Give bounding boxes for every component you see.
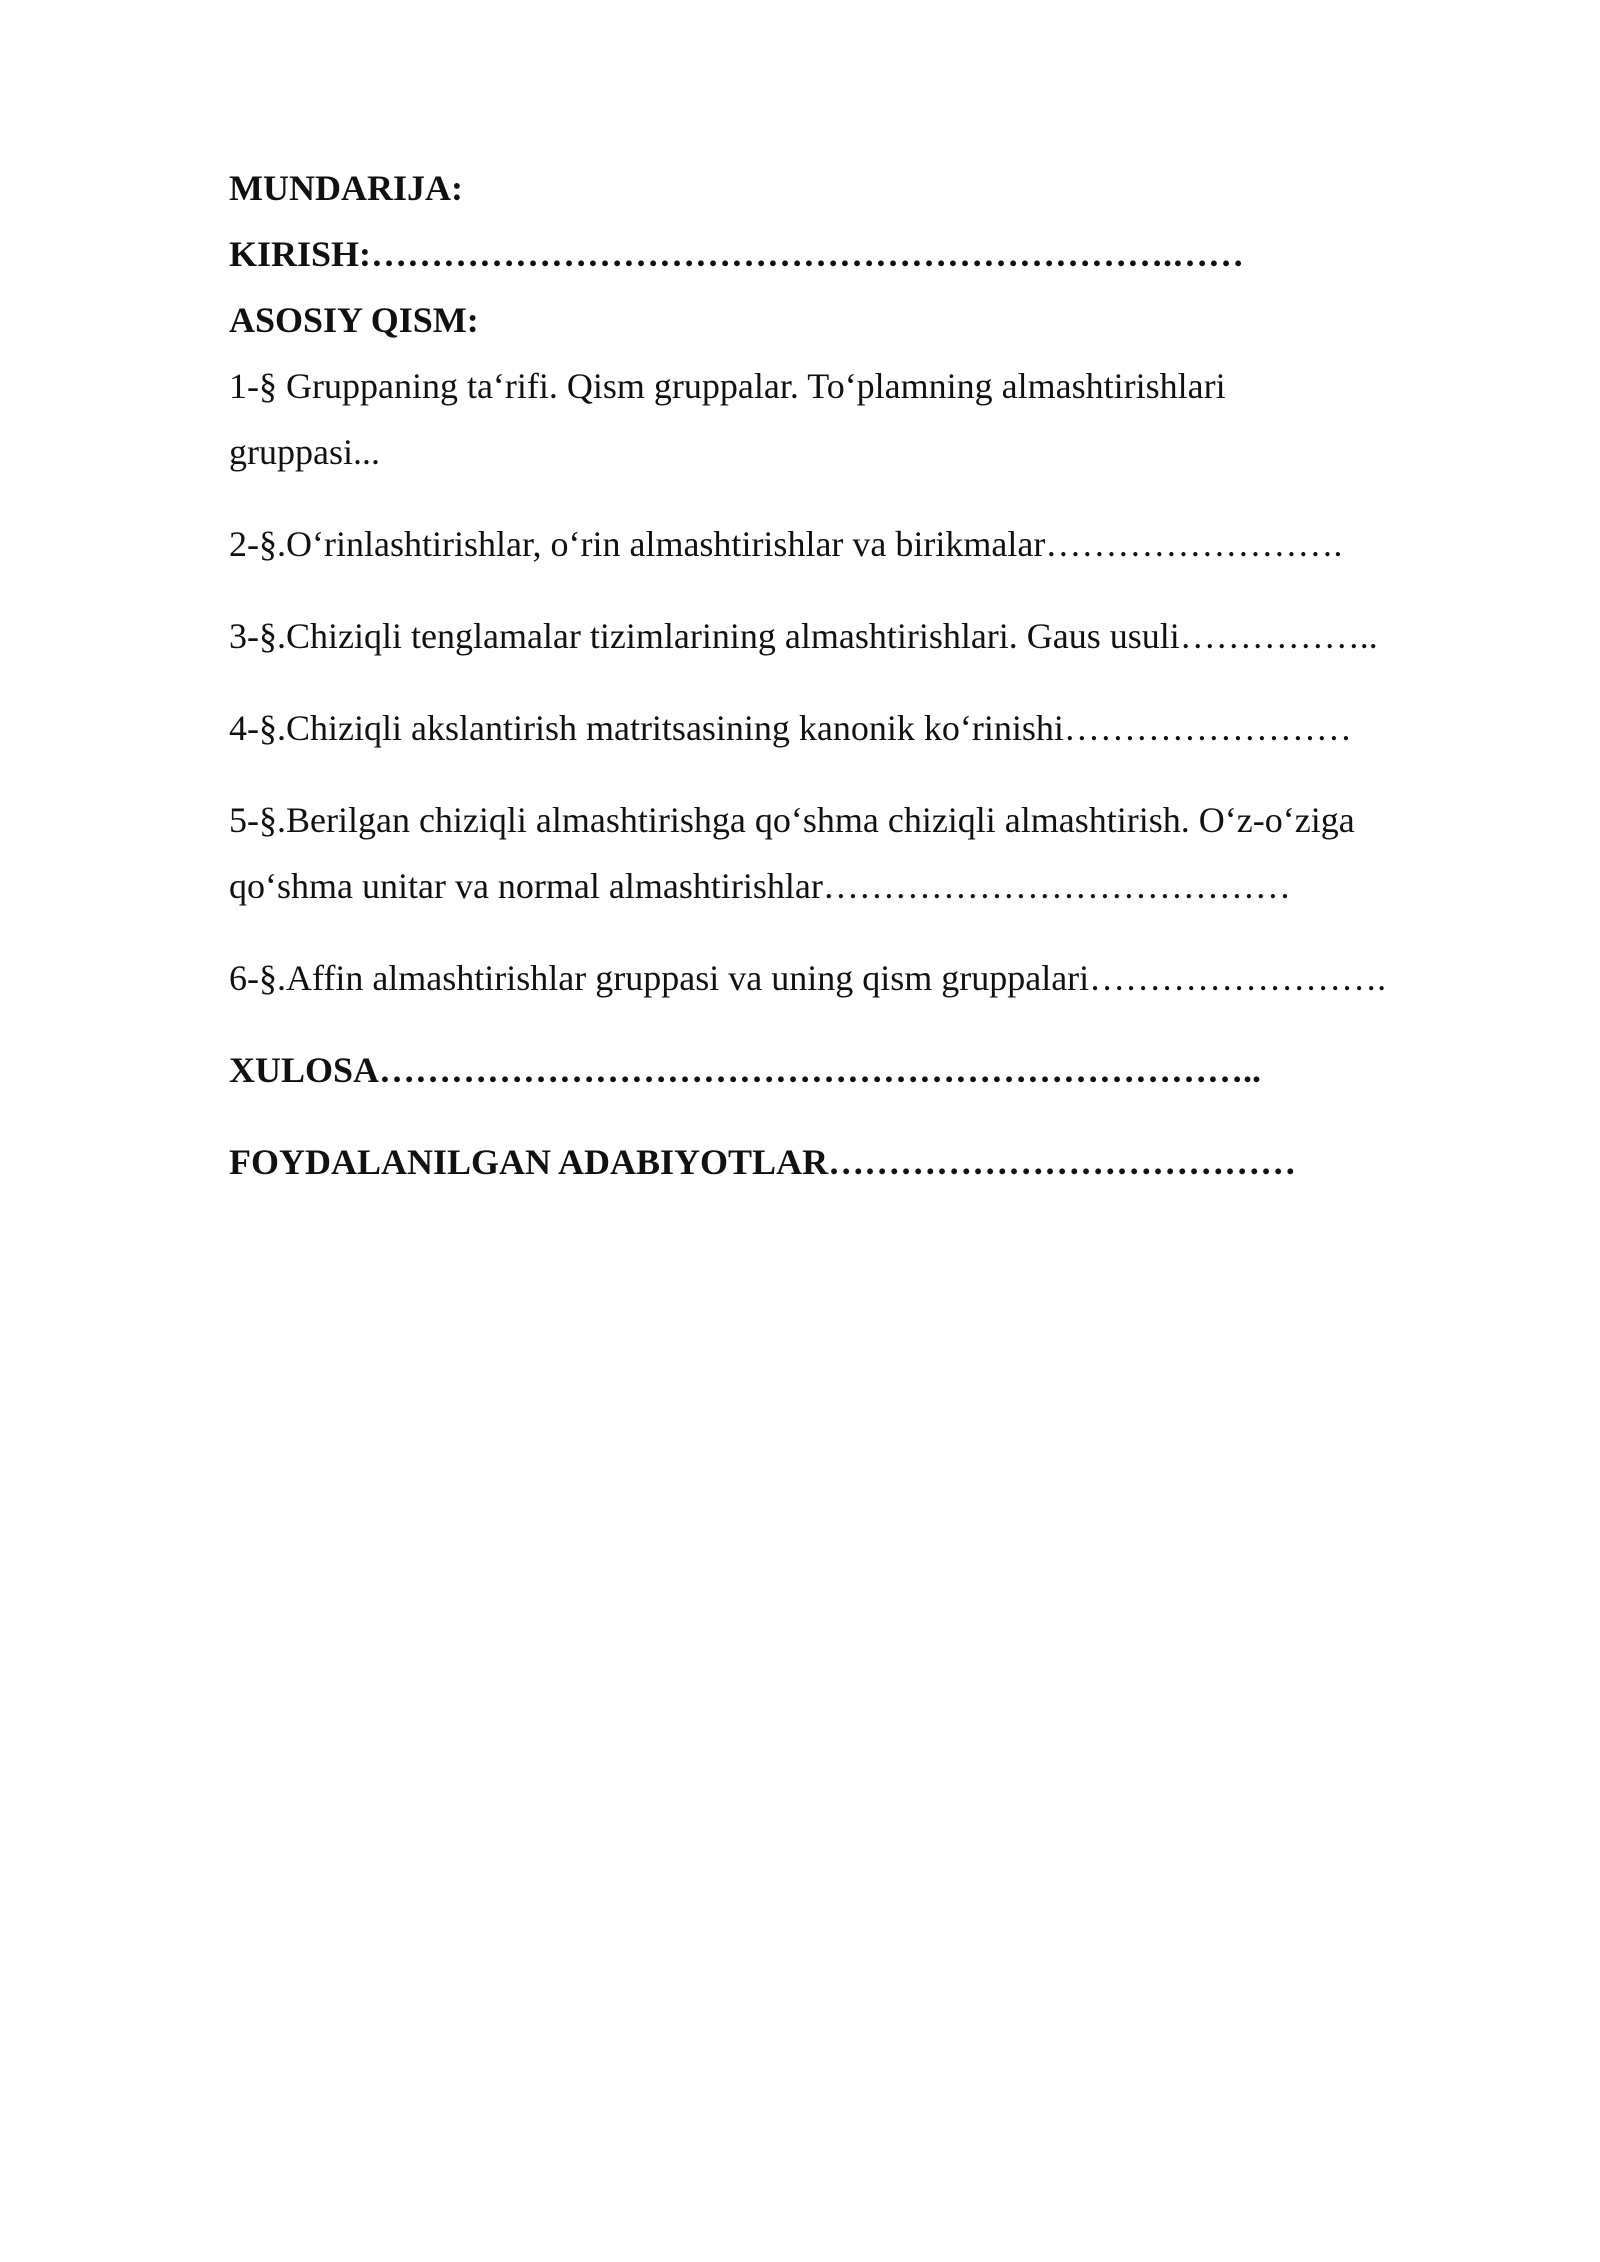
table-of-contents	[229, 155, 1469, 1221]
toc-section-3	[229, 603, 1469, 669]
toc-section-6-line-1: 6-§.Affin almashtirishlar gruppasi va uning qism gruppalari…………………….	[229, 958, 1387, 998]
toc-title: MUNDARIJA:	[229, 168, 463, 208]
toc-section-5-line-2: qo‘shma unitar va normal almashtirishlar…………………………………	[229, 866, 1291, 906]
toc-section-2-line-1: 2-§.O‘rinlashtirishlar, o‘rin almashtirishlar va birikmalar…………………….	[229, 524, 1343, 564]
toc-section-4	[229, 695, 1469, 761]
toc-section-3-line-1: 3-§.Chiziqli tenglamalar tizimlarining almashtirishlari. Gaus usuli……………..	[229, 616, 1378, 656]
toc-section-5	[229, 787, 1469, 919]
toc-references-text: FOYDALANILGAN ADABIYOTLAR…………………………………	[229, 1142, 1297, 1182]
toc-conclusion-entry	[229, 1037, 1469, 1103]
toc-references-entry	[229, 1129, 1469, 1195]
toc-intro-entry: KIRISH:………………………………………………………….……	[229, 234, 1245, 274]
toc-section-1-line-1: 1-§ Gruppaning ta‘rifi. Qism gruppalar. To‘plamning almashtirishlari	[229, 366, 1226, 406]
toc-conclusion-text: XULOSA………………………………………………………………..	[229, 1050, 1262, 1090]
toc-section-5-line-1: 5-§.Berilgan chiziqli almashtirishga qo‘shma chiziqli almashtirish. O‘z-o‘ziga	[229, 800, 1355, 840]
toc-section-1	[229, 353, 1469, 485]
toc-section-2	[229, 511, 1469, 577]
toc-section-6	[229, 945, 1469, 1011]
toc-section-1-line-2: gruppasi...	[229, 432, 380, 472]
toc-main-part-heading: ASOSIY QISM:	[229, 300, 479, 340]
toc-section-4-line-1: 4-§.Chiziqli akslantirish matritsasining kanonik ko‘rinishi……………………	[229, 708, 1352, 748]
